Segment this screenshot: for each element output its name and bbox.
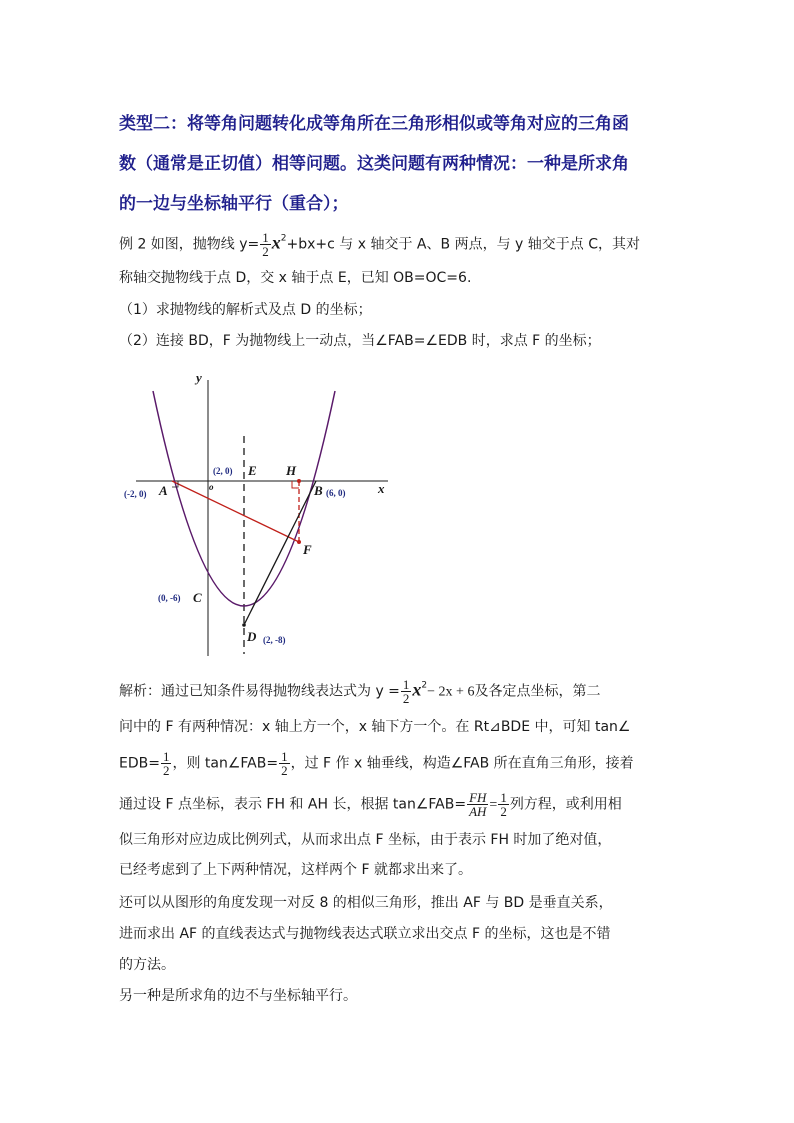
point-C-label: C [193, 590, 202, 605]
point-D [242, 623, 246, 627]
section-heading [119, 104, 679, 224]
analysis-line-7: 还可以从图形的角度发现一对反 8 的相似三角形，推出 AF 与 BD 是垂直关系， [119, 895, 613, 911]
fraction-denominator: 2 [162, 763, 170, 778]
y-axis-label: y [196, 370, 202, 385]
analysis-line-5: 似三角形对应边成比例列式，从而求出点 F 坐标，由于表示 FH 时加了绝对值， [119, 832, 612, 848]
question-1: （1）求抛物线的解析式及点 D 的坐标； [119, 302, 372, 318]
point-H [297, 479, 301, 483]
example-line-2: 称轴交抛物线于点 D，交 x 轴于点 E，已知 OB=OC=6. [119, 270, 472, 286]
point-F [297, 540, 301, 544]
fraction-numerator: FH [469, 790, 487, 805]
fraction-numerator: 1 [162, 749, 170, 764]
analysis-text: ，过 F 作 x 轴垂线，构造∠FAB 所在直角三角形，接着 [290, 755, 634, 772]
x-axis-label: x [378, 481, 385, 496]
fraction-half [260, 231, 271, 258]
point-D-label: D [247, 629, 257, 644]
fraction-numerator: 1 [262, 230, 269, 245]
fraction-half [401, 678, 412, 705]
analysis-text: 列方程，或利用相 [509, 796, 622, 813]
analysis-text: 及各定点坐标，第二 [474, 683, 601, 700]
analysis-text: 通过设 F 点坐标，表示 FH 和 AH 长，根据 tan∠FAB= [119, 796, 467, 813]
fraction-half [498, 791, 509, 818]
fraction-denominator: 2 [402, 691, 410, 706]
analysis-line-10: 另一种是所求角的边不与坐标轴平行。 [119, 988, 357, 1004]
point-E-label: E [248, 463, 257, 478]
origin-label: o [209, 482, 214, 492]
fraction-FH-AH [467, 791, 488, 818]
fraction-denominator: 2 [262, 244, 269, 259]
fraction-numerator: 1 [281, 749, 288, 764]
fraction-denominator: 2 [500, 804, 507, 819]
fraction-numerator: 1 [402, 677, 410, 692]
analysis-line-1 [119, 678, 600, 705]
analysis-text: 解析：通过已知条件易得抛物线表达式为 y = [119, 683, 400, 700]
analysis-text: EDB= [119, 755, 160, 772]
fraction-half [161, 750, 172, 777]
analysis-text: ，则 tan∠FAB= [172, 755, 279, 772]
variable-x: x [412, 679, 422, 700]
heading-line-3: 的一边与坐标轴平行（重合）； [119, 194, 349, 214]
equals-sign: = [489, 797, 498, 813]
exponent: 2 [421, 680, 428, 691]
point-D-coord: (2, -8) [263, 635, 286, 645]
point-E-coord: (2, 0) [213, 466, 233, 476]
point-F-label: F [303, 542, 312, 557]
heading-line-2: 数（通常是正切值）相等问题。这类问题有两种情况：一种是所求角 [119, 154, 629, 174]
point-B-coord: (6, 0) [326, 488, 346, 498]
analysis-line-9: 的方法。 [119, 957, 175, 973]
example-line-1 [119, 231, 640, 258]
point-A-label: A [159, 483, 168, 498]
analysis-line-6: 已经考虑到了上下两种情况，这样两个 F 就都求出来了。 [119, 862, 472, 878]
fraction-denominator: AH [469, 804, 487, 819]
fraction-denominator: 2 [281, 763, 288, 778]
fraction-half [279, 750, 290, 777]
point-A-coord: (-2, 0) [124, 489, 147, 499]
analysis-line-4 [119, 791, 622, 818]
heading-line-1: 类型二：将等角问题转化成等角所在三角形相似或等角对应的三角函 [119, 114, 629, 134]
parabola-figure [118, 366, 408, 662]
point-H-label: H [286, 463, 297, 478]
example-text: +bx+c 与 x 轴交于 A、B 两点，与 y 轴交于点 C，其对 [286, 236, 640, 253]
fraction-numerator: 1 [500, 790, 507, 805]
analysis-line-2: 问中的 F 有两种情况：x 轴上方一个，x 轴下方一个。在 Rt⊿BDE 中，可知 tan∠ [119, 719, 631, 735]
expression-tail: − 2x + 6 [427, 684, 475, 700]
point-C-coord: (0, -6) [158, 593, 181, 603]
exponent: 2 [280, 233, 287, 244]
variable-x: x [271, 232, 281, 253]
question-2: （2）连接 BD，F 为抛物线上一动点，当∠FAB=∠EDB 时，求点 F 的坐标； [119, 333, 601, 349]
analysis-line-8: 进而求出 AF 的直线表达式与抛物线表达式联立求出交点 F 的坐标，这也是不错 [119, 926, 611, 942]
example-text: 例 2 如图，抛物线 y= [119, 236, 260, 253]
point-B-label: B [314, 483, 323, 498]
analysis-line-3 [119, 750, 634, 777]
